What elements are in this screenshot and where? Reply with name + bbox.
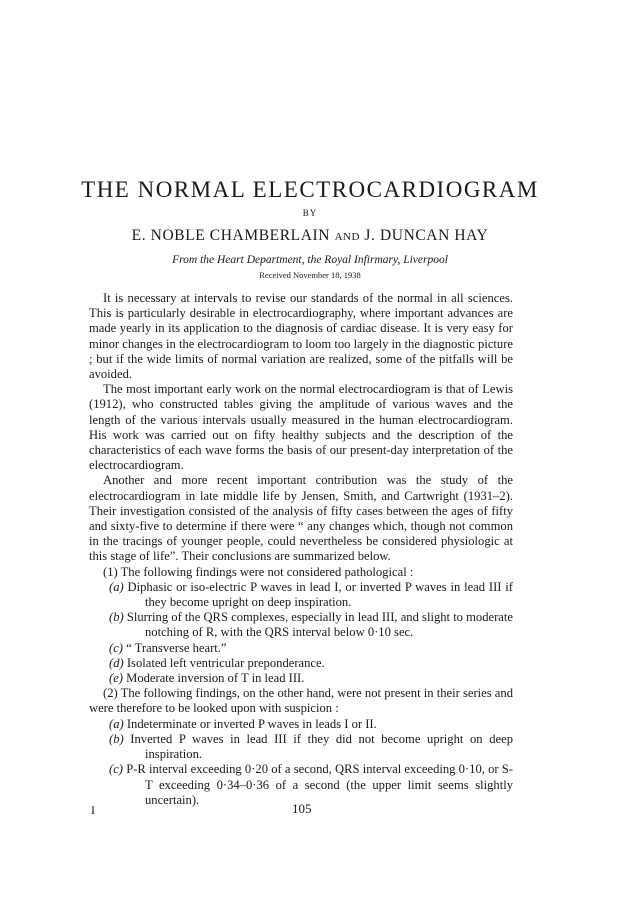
paragraph-jensen: Another and more recent important contribution was the study of the electrocardiogram in late middle life by Jensen, Smith, and Cartwright (1931–2). Their investigation consisted of the analysis of fifty cases between the ages of fifty and sixty-five to determine if there were “ any changes which, though not common in the tracings of younger people, could nevertheless be considered physiologic at this stage of life”. Their conclusions are summarized below. xyxy=(89,473,513,564)
affiliation: From the Heart Department, the Royal Infirmary, Liverpool xyxy=(172,254,448,266)
article-title: THE NORMAL ELECTROCARDIOGRAM xyxy=(81,177,539,202)
list1-item: (c) “ Transverse heart.” xyxy=(109,640,227,655)
author-hay: J. DUNCAN HAY xyxy=(364,227,489,244)
list1-item: (e) Moderate inversion of T in lead III. xyxy=(109,671,305,686)
paragraph-intro: It is necessary at intervals to revise our standards of the normal in all sciences. This is particularly desirable in electrocardiography, where important advances are made yearly in its application to the diagnosis of cardiac disease. It is very easy for minor changes in the electrocardiogram to loom too largely in the diagnostic picture ; but if the wide limits of normal variation are realized, some of the pitfalls will be avoided. xyxy=(89,291,513,382)
byline-by: BY xyxy=(302,208,318,218)
author-conjunction: AND xyxy=(334,231,360,243)
authors-line xyxy=(0,227,620,245)
signature-mark: I xyxy=(91,803,95,817)
author-chamberlain: E. NOBLE CHAMBERLAIN xyxy=(131,227,331,244)
list1-item: (d) Isolated left ventricular preponderance. xyxy=(109,655,325,670)
article-body xyxy=(89,291,513,808)
list1-item: (a) Diphasic or iso-electric P waves in lead I, or inverted P waves in lead III if they become upright on deep inspiration. xyxy=(109,579,513,610)
list2-item: (a) Indeterminate or inverted P waves in leads I or II. xyxy=(109,716,377,731)
page-number: 105 xyxy=(292,801,312,816)
list1-intro: (1) The following findings were not considered pathological : xyxy=(103,564,414,579)
list2-item: (b) Inverted P waves in lead III if they did not become upright on deep inspiration. xyxy=(109,731,513,762)
paragraph-lewis: The most important early work on the normal electrocardiogram is that of Lewis (1912), who constructed tables giving the amplitude of various waves and the length of the various intervals usually measured in the human electrocardiogram. His work was carried out on fifty healthy subjects and the description of the characteristics of each wave forms the basis of our present-day interpretation of the electrocardiogram. xyxy=(89,382,513,473)
received-date: Received November 18, 1938 xyxy=(259,270,361,280)
list1-item: (b) Slurring of the QRS complexes, especially in lead III, and slight to moderate notching of R, with the QRS interval below 0·10 sec. xyxy=(109,610,513,640)
list2-item: (c) P-R interval exceeding 0·20 of a second, QRS interval exceeding 0·10, or S-T exceeding 0·34–0·36 of a second (the upper limit seems slightly uncertain). xyxy=(109,762,513,807)
list2-intro: (2) The following findings, on the other hand, were not present in their series and were therefore to be looked upon with suspicion : xyxy=(89,686,513,716)
